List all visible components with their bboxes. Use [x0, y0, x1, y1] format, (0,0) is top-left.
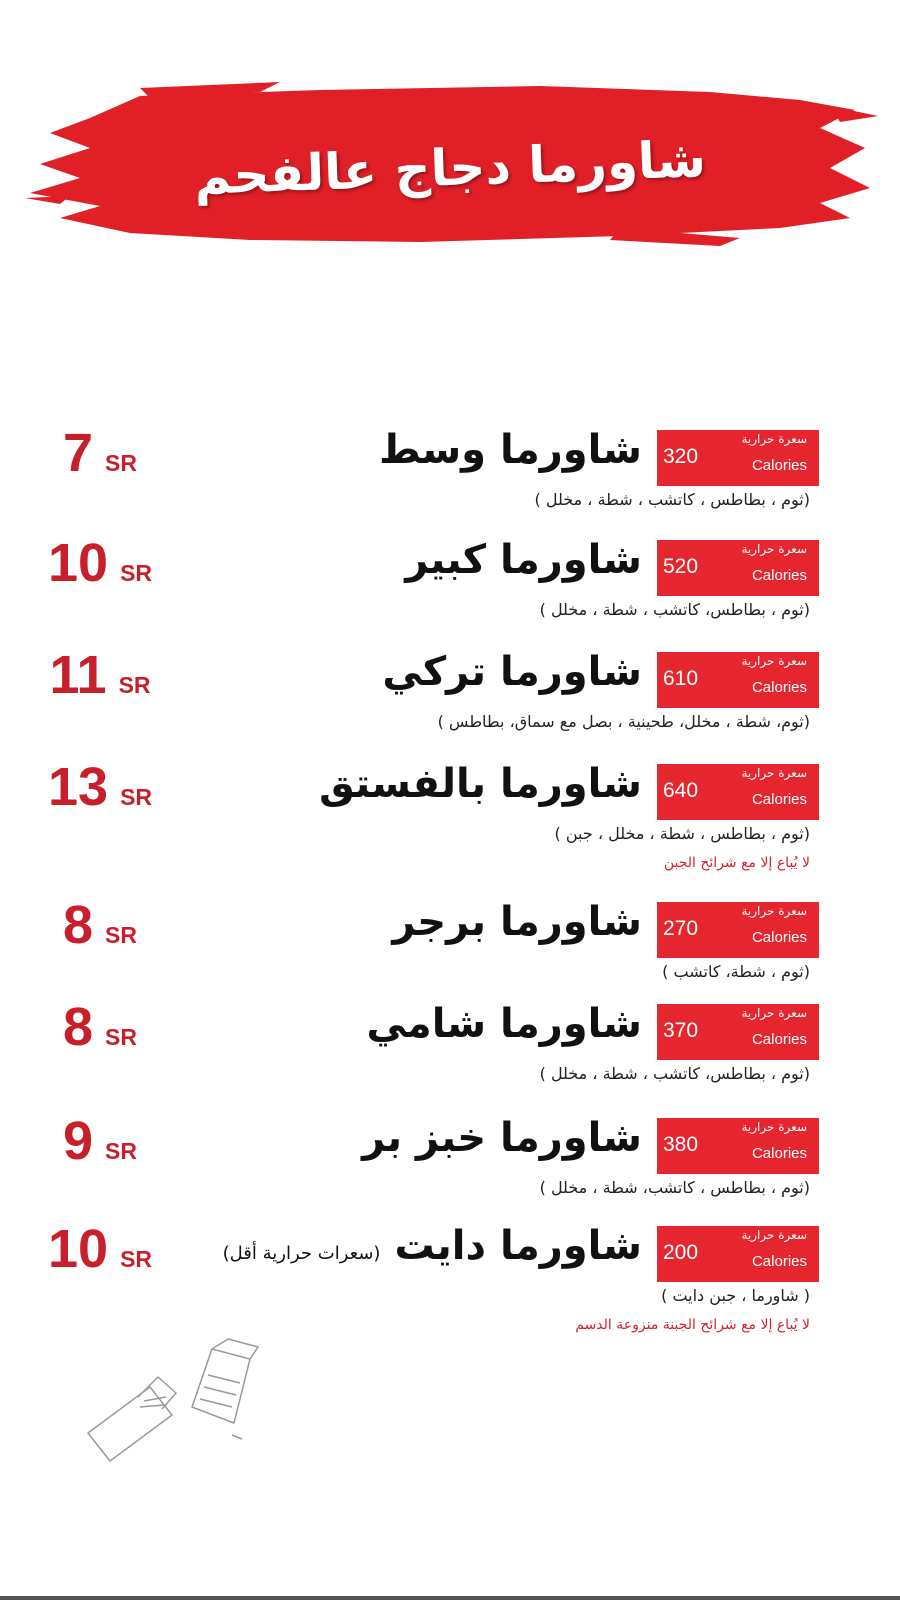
- item-price: [30, 532, 170, 594]
- item-name: شاورما بالفستق: [319, 761, 642, 807]
- calorie-value: 380: [663, 1133, 699, 1156]
- calorie-label-ar: سعرة حرارية: [741, 1006, 807, 1020]
- calorie-label-ar: سعرة حرارية: [741, 1120, 807, 1134]
- item-price: [30, 894, 170, 956]
- price-value: 11: [49, 645, 107, 705]
- calorie-label-en: Calories: [751, 1253, 807, 1270]
- calorie-label-ar: سعرة حرارية: [741, 542, 807, 556]
- item-price: [30, 756, 170, 818]
- calorie-badge: [657, 1004, 819, 1060]
- item-name: شاورما برجر: [392, 899, 642, 945]
- calorie-value: 370: [663, 1019, 699, 1042]
- page-title: شاورما دجاج عالفحم: [193, 130, 707, 206]
- calorie-badge: [657, 902, 819, 958]
- price-value: 8: [63, 997, 94, 1057]
- item-name-text: شاورما دايت: [394, 1223, 642, 1269]
- price-value: 13: [47, 757, 109, 817]
- calorie-badge: [657, 652, 819, 708]
- item-ingredients: (ثوم ، شطة، كاتشب ): [662, 962, 810, 981]
- item-ingredients: ( شاورما ، جبن دايت ): [661, 1286, 810, 1305]
- item-ingredients: (ثوم ، بطاطس ، كاتشب، شطة ، مخلل ): [539, 1178, 810, 1197]
- item-ingredients: (ثوم ، بطاطس، كاتشب ، شطة ، مخلل ): [539, 600, 810, 619]
- price-currency: SR: [105, 922, 137, 948]
- menu-item: [0, 997, 900, 1114]
- price-currency: SR: [120, 784, 153, 810]
- menu-item: [0, 533, 900, 650]
- price-currency: SR: [105, 1138, 137, 1164]
- menu-item: [0, 757, 900, 874]
- calorie-label-en: Calories: [751, 929, 807, 946]
- price-currency: SR: [120, 560, 153, 586]
- price-currency: SR: [120, 1246, 153, 1272]
- calorie-value: 640: [663, 779, 699, 802]
- item-name: شاورما خبز بر: [362, 1115, 642, 1161]
- calorie-value: 270: [663, 917, 699, 940]
- calorie-label-ar: سعرة حرارية: [741, 654, 807, 668]
- price-value: 9: [63, 1111, 94, 1171]
- calorie-value: 610: [663, 667, 699, 690]
- price-currency: SR: [105, 1024, 137, 1050]
- item-price: [30, 644, 170, 706]
- calorie-value: 200: [663, 1241, 699, 1264]
- shawarma-sketch-icon: [80, 1335, 280, 1469]
- item-name: شاورما شامي: [366, 1001, 642, 1047]
- calorie-label-en: Calories: [751, 1031, 807, 1048]
- calorie-label-ar: سعرة حرارية: [741, 432, 807, 446]
- item-ingredients: (ثوم، شطة ، مخلل، طحينية ، بصل مع سماق، بطاطس ): [437, 712, 810, 731]
- price-value: 10: [47, 1219, 109, 1279]
- menu-item: [0, 645, 900, 762]
- calorie-label-en: Calories: [751, 791, 807, 808]
- item-price: [30, 1218, 170, 1280]
- menu-item: [0, 1111, 900, 1228]
- calorie-label-en: Calories: [751, 457, 807, 474]
- calorie-badge: [657, 764, 819, 820]
- item-warning: لا يُباع إلا مع شرائح الجبنة منزوعة الدسم: [575, 1317, 810, 1333]
- item-price: [30, 422, 170, 484]
- calorie-label-ar: سعرة حرارية: [741, 1228, 807, 1242]
- calorie-label-ar: سعرة حرارية: [741, 766, 807, 780]
- calorie-value: 320: [663, 445, 699, 468]
- calorie-badge: [657, 540, 819, 596]
- price-currency: SR: [118, 672, 151, 698]
- price-currency: SR: [105, 450, 137, 476]
- item-name: شاورما تركي: [382, 649, 642, 695]
- item-ingredients: (ثوم ، بطاطس، كاتشب ، شطة ، مخلل ): [539, 1064, 810, 1083]
- calorie-label-en: Calories: [751, 567, 807, 584]
- title-banner: [20, 78, 880, 258]
- item-ingredients: (ثوم ، بطاطس ، كاتشب ، شطة ، مخلل ): [534, 490, 810, 509]
- calorie-label-en: Calories: [751, 679, 807, 696]
- price-value: 7: [63, 423, 94, 483]
- menu-item: [0, 423, 900, 540]
- item-name: شاورما كبير: [405, 537, 642, 583]
- item-price: [30, 1110, 170, 1172]
- item-warning: لا يُباع إلا مع شرائح الجبن: [663, 855, 810, 871]
- calorie-badge: [657, 1226, 819, 1282]
- item-name: شاورما وسط: [379, 427, 642, 473]
- price-value: 8: [63, 895, 94, 955]
- price-value: 10: [47, 533, 109, 593]
- item-name: [223, 1223, 642, 1269]
- calorie-badge: [657, 1118, 819, 1174]
- calorie-label-ar: سعرة حرارية: [741, 904, 807, 918]
- item-name-note: (سعرات حرارية أقل): [222, 1243, 381, 1264]
- calorie-label-en: Calories: [751, 1145, 807, 1162]
- menu-item: [0, 1219, 900, 1336]
- calorie-value: 520: [663, 555, 699, 578]
- bottom-edge-divider: [0, 1596, 900, 1600]
- calorie-badge: [657, 430, 819, 486]
- item-price: [30, 996, 170, 1058]
- item-ingredients: (ثوم ، بطاطس ، شطة ، مخلل ، جبن ): [554, 824, 810, 843]
